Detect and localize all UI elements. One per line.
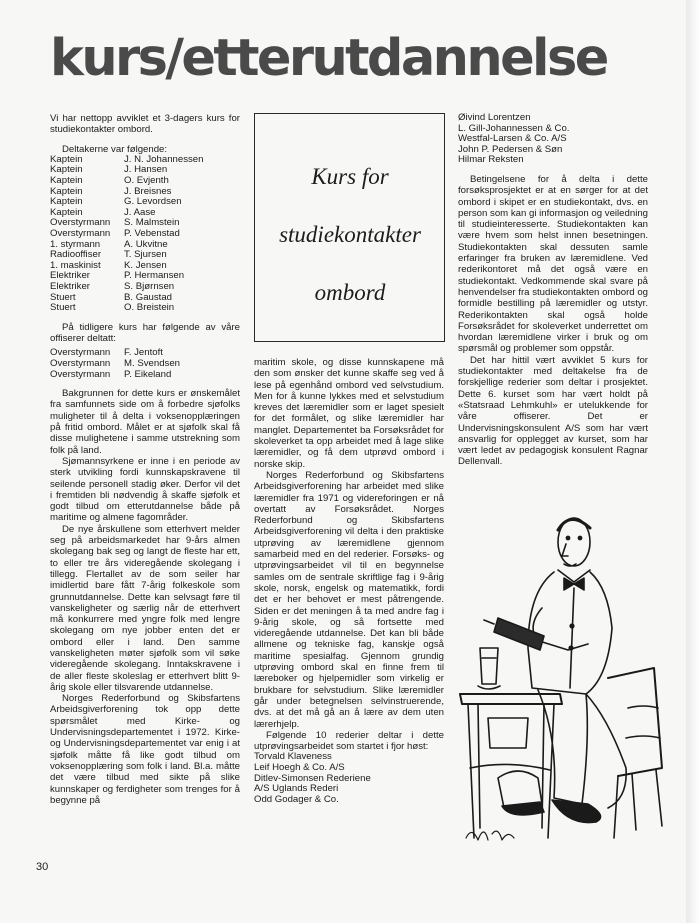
name-cell: S. Malmstein bbox=[124, 217, 180, 229]
page-edge bbox=[686, 0, 700, 923]
name-cell: F. Jentoft bbox=[124, 347, 163, 359]
companies-list-part-2 bbox=[458, 113, 648, 166]
participants-heading: Deltakerne var følgende: bbox=[62, 143, 168, 155]
rank-cell: Overstyrmann bbox=[50, 368, 111, 380]
course-box-line-3: ombord bbox=[314, 280, 386, 305]
rank-cell: Kaptein bbox=[50, 153, 83, 165]
rank-cell: Radiooffiser bbox=[50, 249, 102, 261]
column-1 bbox=[50, 113, 240, 806]
company-name: Torvald Klaveness bbox=[254, 751, 332, 763]
name-cell: S. Bjørnsen bbox=[124, 281, 175, 293]
column-2 bbox=[254, 357, 444, 805]
name-cell: T. Sjursen bbox=[124, 249, 167, 261]
shoe-1 bbox=[552, 800, 601, 823]
earlier-participant-row bbox=[50, 370, 240, 381]
name-cell: P. Hermansen bbox=[124, 270, 185, 282]
chair bbox=[608, 668, 662, 776]
body-paragraph: Norges Rederforbund og Skibsfartens Arbeidsgiverforening har arbeidet med slike læremidler fra 1971 og videreforingen er nå overtatt av Forsøksrådet. Norges Rederforbund og Skibsfartens Arbeidsgiverforening vil delta i den praktiske utprøving av læremidlene gjennom samarbeid med en del rederier. Forsøks- og utprøvingsarbeidet vil til en begynnelse samles om de sentrale skriftlige fag i 9-årig skole, norsk, engelsk og matematikk, fordi det er her behovet er mest påtrengende. Siden er det meningen å ta med andre fag i 9-årig skole, og så fortsette med videregående utdannelse. Det kan bli både allmene og tekniske fag, kanskje også maritime spesialfag. Gjennom grundig utprøving ombord skal en finne frem til læreboker og hjelpemidler som virkelig er brukbare for selvstudium. Slike læremidler går under betegnelsen selvinstruerende, dvs. at det må gå an å lære av dem uten lærerhjelp. bbox=[254, 469, 444, 730]
page-title: kurs/etterutdannelse bbox=[50, 29, 607, 88]
company-name: Westfal-Larsen & Co. A/S bbox=[458, 133, 567, 145]
company-name: Leif Hoegh & Co. A/S bbox=[254, 761, 345, 773]
company-name: John P. Pedersen & Søn bbox=[458, 143, 563, 155]
rank-cell: 1. styrmann bbox=[50, 238, 101, 250]
intro-paragraph: Vi har nettopp avviklet et 3-dagers kurs for studiekontakter ombord. bbox=[50, 113, 240, 136]
course-box-line-2: studiekontakter bbox=[279, 222, 421, 247]
name-cell: J. Breisnes bbox=[124, 185, 172, 197]
participants-list bbox=[50, 155, 240, 314]
name-cell: K. Jensen bbox=[124, 259, 167, 271]
shoe-2 bbox=[502, 802, 544, 815]
rank-cell: Overstyrmann bbox=[50, 217, 111, 229]
rank-cell: Kaptein bbox=[50, 164, 83, 176]
name-cell: J. N. Johannessen bbox=[124, 153, 204, 165]
rank-cell: Stuert bbox=[50, 302, 76, 314]
company-name: Øivind Lorentzen bbox=[458, 112, 531, 123]
rank-cell: Elektriker bbox=[50, 270, 90, 282]
body-paragraph: Norges Rederforbund og Skibsfartens Arbeidsgiverforening tok opp dette spørsmålet med Kirke- og Undervisningsdepartementet i 1972. Kirke- og Undervisningsdepartementet var enig i at sjøfolk måtte få like godt tilbud om voksenopplæring som folk i land. Bl.a. måtte det være tilbud med sikte på slike kunnskaper og ferdigheter som trenges for å begynne på bbox=[50, 693, 240, 806]
name-cell: G. Levordsen bbox=[124, 196, 182, 208]
earlier-participants-list bbox=[50, 348, 240, 380]
name-cell: P. Eikeland bbox=[124, 368, 172, 380]
body-paragraph: Bakgrunnen for dette kurs er ønskemålet fra samfunnets side om å forbedre sjøfolks muligheter til å delta i voksenopplæringen på fritid ombord. Målet er at sjøfolk skal få disse mulighetene i samme utstrekning som folk på land. bbox=[50, 388, 240, 456]
rank-cell: Stuert bbox=[50, 291, 76, 303]
name-cell: P. Vebenstad bbox=[124, 228, 180, 240]
name-cell: B. Gaustad bbox=[124, 291, 172, 303]
company-name: L. Gill-Johannessen & Co. bbox=[458, 122, 570, 134]
body-paragraph: Det har hittil vært avviklet 5 kurs for studiekontakter med deltakelse fra de forskjellige rederier som deltar i prosjektet. Dette 6. kurset som har vært holdt på «Statsraad Lehmkuhl» er utelukkende for våre offiserer. Det er Undervisningskonsulent A/S som har vært ansvarlig for opplegget av kurset, som har vært ledet av pedagogisk konsulent Ragnar Dellenvall. bbox=[458, 354, 648, 468]
participant-row bbox=[50, 303, 240, 314]
rank-cell: Overstyrmann bbox=[50, 228, 111, 240]
body-paragraph: maritim skole, og disse kunnskapene må den som ønsker det kunne skaffe seg ved å lese på egenhånd ombord ved selvstudium. Men for å kunne lykkes med et selvstudium kreves det læremidler som er laget spesielt for det formålet, og slike læremidler har manglet. Departementet ba Forsøksrådet for skoleverket ta opp arbeidet med å lage slike læremidler, og få dem utprøvd ombord i norske skip. bbox=[254, 357, 444, 470]
rank-cell: Kaptein bbox=[50, 175, 83, 187]
body-paragraph: Sjømannsyrkene er inne i en periode av sterk utvikling fordi kunnskapskravene til seilende personell stadig øker. Derfor vil det i fremtiden bli nødvendig å skaffe sjøfolk et godt tilbud om etterutdannelse både på maritime og almene fagområder. bbox=[50, 455, 240, 524]
rank-cell: Elektriker bbox=[50, 281, 90, 293]
course-box-text bbox=[254, 148, 446, 322]
table bbox=[460, 694, 562, 704]
rank-cell: Kaptein bbox=[50, 196, 83, 208]
page-number: 30 bbox=[36, 861, 49, 873]
rank-cell: Overstyrmann bbox=[50, 357, 111, 369]
sailor-illustration bbox=[458, 508, 670, 856]
body-paragraph: Betingelsene for å delta i dette forsøksprosjektet er at en sørger for at det ombord i skipet er en studiekontakt, dvs. en person som kan gi informasjon og veiledning til studieinteresserte. Studiekontakten kan være hvem som helst innen besetningen. Studiekontakten skal dessuten samle erfaringer fra bruken av læremidlene. Ved rederikontoret må det også være en studiekontakt. Vedkommende skal svare på henvendelser fra studiekontakten ombord og formidle bestilling på læremidler og utstyr. Rederikontakten skal også holde Forsøksrådet for skoleverket underrettet om hvordan læremidlene virker i bruk og om spørsmål og problemer som oppstår. bbox=[458, 173, 648, 355]
name-cell: O. Evjenth bbox=[124, 175, 169, 187]
name-cell: J. Hansen bbox=[124, 164, 168, 176]
rank-cell: Kaptein bbox=[50, 185, 83, 197]
company-name: Odd Godager & Co. bbox=[254, 793, 339, 805]
rank-cell: 1. maskinist bbox=[50, 259, 101, 271]
company-name: Hilmar Reksten bbox=[458, 154, 524, 166]
companies-list-part-1 bbox=[254, 752, 444, 805]
name-cell: M. Svendsen bbox=[124, 357, 180, 369]
hair bbox=[558, 519, 590, 530]
earlier-intro: På tidligere kurs har følgende av våre offiserer deltatt: bbox=[50, 321, 240, 345]
rank-cell: Overstyrmann bbox=[50, 347, 111, 359]
column-3 bbox=[458, 113, 648, 468]
name-cell: J. Aase bbox=[124, 206, 156, 218]
name-cell: O. Breistein bbox=[124, 302, 175, 314]
glass bbox=[480, 648, 498, 684]
name-cell: A. Ukvitne bbox=[124, 238, 168, 250]
earlier-participant-row bbox=[50, 359, 240, 370]
bottle bbox=[494, 618, 544, 650]
body-paragraph: Følgende 10 rederier deltar i dette utprøvingsarbeidet som startet i fjor høst: bbox=[254, 729, 444, 753]
company-name: Ditlev-Simonsen Rederiene bbox=[254, 772, 371, 784]
body-paragraph: De nye årskullene som etterhvert melder seg på arbeidsmarkedet har 9-års almen skolegang bak seg og langt de fleste har ett, to eller tre års videregående skolegang i tillegg. Flertallet av de som seiler har imidlertid bare fått 7-årig folkeskole som grunnutdannelse. Dette kan selvsagt føre til vanskeligheter og særlig når de etterhvert må konkurrere med yngre folk med lengre skolegang om nye jobber enten det er ombord eller i land. Den samme vanskeligheten møter sjøfolk som vil søke videregående skolegang. Inntakskravene i de aller fleste skoleslag er etterhvert blitt 9-årig skole eller tilsvarende utdannelse. bbox=[50, 523, 240, 693]
course-box-line-1: Kurs for bbox=[311, 164, 389, 189]
company-name: A/S Uglands Rederi bbox=[254, 783, 339, 795]
rank-cell: Kaptein bbox=[50, 206, 83, 218]
